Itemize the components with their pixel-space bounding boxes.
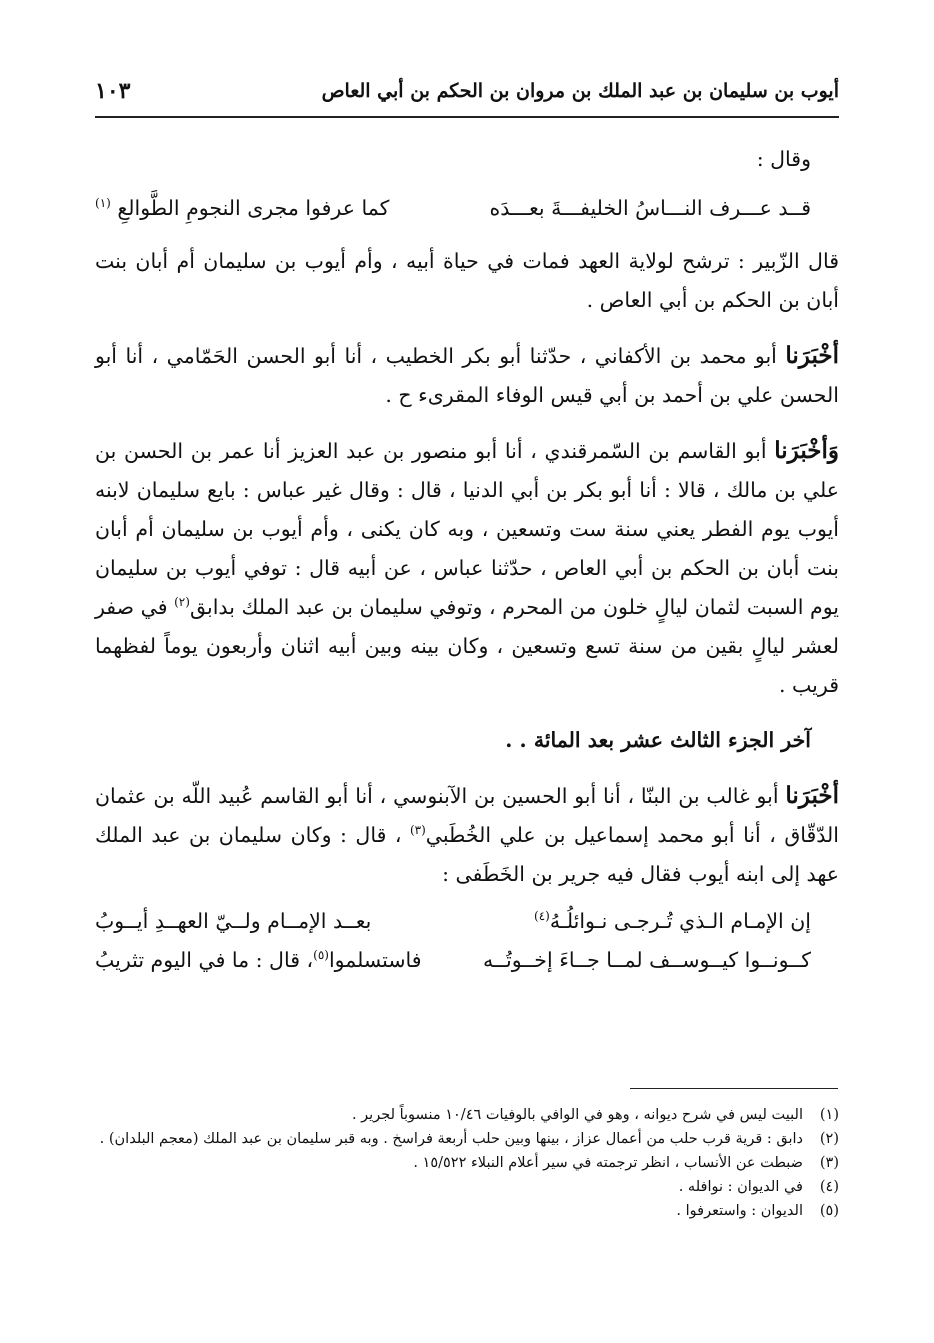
footnote-text: في الديوان : نوافله . bbox=[678, 1179, 803, 1195]
footnote-ref-3: (٣) bbox=[409, 823, 426, 838]
wa-akhbarana-keyword: وَأخْبَرَنا bbox=[774, 437, 839, 464]
footnote-number: (٥) bbox=[819, 1203, 839, 1219]
footnote-4 bbox=[95, 1175, 839, 1199]
akhbarana-keyword: أخْبَرَنا bbox=[785, 342, 839, 369]
paragraph-zubair: قال الزّبير : ترشح لولاية العهد فمات في حياة أبيه ، وأم أيوب بن سليمان أم أبان بنت أبان بن الحكم بن أبي العاص . bbox=[95, 249, 839, 312]
akhbarana-keyword: أخْبَرَنا bbox=[785, 782, 839, 809]
footnote-number: (١) bbox=[819, 1107, 839, 1123]
verse-3-second-hemistich: فاستسلموا$^{(٥)}$، قال : ما في اليوم تثريبُ bbox=[95, 948, 422, 972]
paragraph-isnad-3: أخْبَرَنا أبو غالب بن البنّا ، أنا أبو الحسين بن الآبنوسي ، أنا أبو القاسم عُبيد اللّه بن عثمان الدّقّاق ، أنا أبو محمد إسماعيل بن علي الخُطَبي$^{(٣)}$ ، قال : وكان سليمان بن عبد الملك عهد إلى ابنه أيوب فقال فيه جرير بن الخَطَفى : bbox=[95, 782, 839, 886]
verse-2-first-hemistich: إن الإمـام الـذي تُـرجـى نـوائلُـهُ$^{(٤)}$ bbox=[534, 909, 811, 933]
footnote-1 bbox=[95, 1103, 839, 1127]
footnote-ref-4: (٤) bbox=[534, 909, 550, 924]
footnote-5 bbox=[95, 1199, 839, 1223]
intro-line: وقال : bbox=[756, 147, 811, 171]
footnote-ref-5: (٥) bbox=[313, 948, 329, 963]
paragraph-isnad-2: وَأخْبَرَنا أبو القاسم بن السّمرقندي ، أنا أبو منصور بن عبد العزيز أنا عمر بن الحسن بن علي بن مالك ، قالا : أنا أبو بكر بن أبي الدنيا ، قال : وقال غير عباس : بايع سليمان لابنه أيوب يوم الفطر يعني سنة ست وتسعين ، وبه كان يكنى ، وأم أيوب بن سليمان أم أبان بنت أبان بن الحكم بن أبي العاص ، حدّثنا عباس ، عن أبيه قال : توفي أيوب بن سليمان يوم السبت لثمان ليالٍ خلون من المحرم ، وتوفي سليمان بن عبد الملك بدابق$^{(٢)}$ في صفر لعشر ليالٍ بقين من سنة تسع وتسعين ، وكان بينه وبين أبيه اثنان وأربعون يوماً لفظهما قريب . bbox=[95, 437, 839, 697]
running-title: أيوب بن سليمان بن عبد الملك بن مروان بن الحكم بن أبي العاص bbox=[321, 80, 839, 102]
footnote-text: البيت ليس في شرح ديوانه ، وهو في الوافي بالوفيات ١٠/٤٦ منسوباً لجرير . bbox=[351, 1107, 803, 1123]
page-header bbox=[95, 78, 839, 118]
footnote-number: (٤) bbox=[819, 1179, 839, 1195]
footnote-ref-2: (٢) bbox=[174, 595, 190, 610]
footnote-number: (٢) bbox=[819, 1131, 839, 1147]
footnote-3 bbox=[95, 1151, 839, 1175]
verse-3 bbox=[95, 941, 839, 980]
footnote-text: دابق : قرية قرب حلب من أعمال عزاز ، بينها وبين حلب أربعة فراسخ . وبه قبر سليمان بن عبد الملك (معجم البلدان) . bbox=[99, 1131, 803, 1147]
verse-1 bbox=[95, 189, 839, 228]
verse-2-second-hemistich: بعــد الإمــام ولــيّ العهــدِ أيــوبُ bbox=[95, 909, 372, 933]
paragraph-isnad-1: أخْبَرَنا أبو محمد بن الأكفاني ، حدّثنا أبو بكر الخطيب ، أنا أبو الحسن الحَمّامي ، أنا أبو الحسن علي بن أحمد بن أبي قيس الوفاء المقرىء ح . bbox=[95, 342, 839, 407]
footnote-number: (٣) bbox=[819, 1155, 839, 1171]
verse-3-first-hemistich: كــونــوا كيــوســف لمــا جــاءَ إخــوتُــه bbox=[483, 948, 811, 972]
verse-1-first-hemistich: قــد عـــرف النـــاسُ الخليفـــةَ بعـــدَه bbox=[489, 196, 811, 220]
section-end-note: آخر الجزء الثالث عشر بعد المائة . . bbox=[505, 728, 811, 752]
footnotes bbox=[95, 1103, 839, 1223]
verse-2 bbox=[95, 902, 839, 941]
footnote-2 bbox=[95, 1127, 839, 1151]
verse-1-second-hemistich: كما عرفوا مجرى النجومِ الطَّوالعِ $^{(١)}$ bbox=[95, 196, 390, 220]
footnote-text: الديوان : واستعرفوا . bbox=[676, 1203, 803, 1219]
footnote-separator bbox=[630, 1088, 838, 1089]
footnote-text: ضبطت عن الأنساب ، انظر ترجمته في سير أعلام النبلاء ١٥/٥٢٢ . bbox=[413, 1155, 803, 1171]
main-text bbox=[95, 140, 839, 980]
page-number: ١٠٣ bbox=[95, 78, 131, 104]
footnote-ref-1: (١) bbox=[95, 196, 111, 211]
